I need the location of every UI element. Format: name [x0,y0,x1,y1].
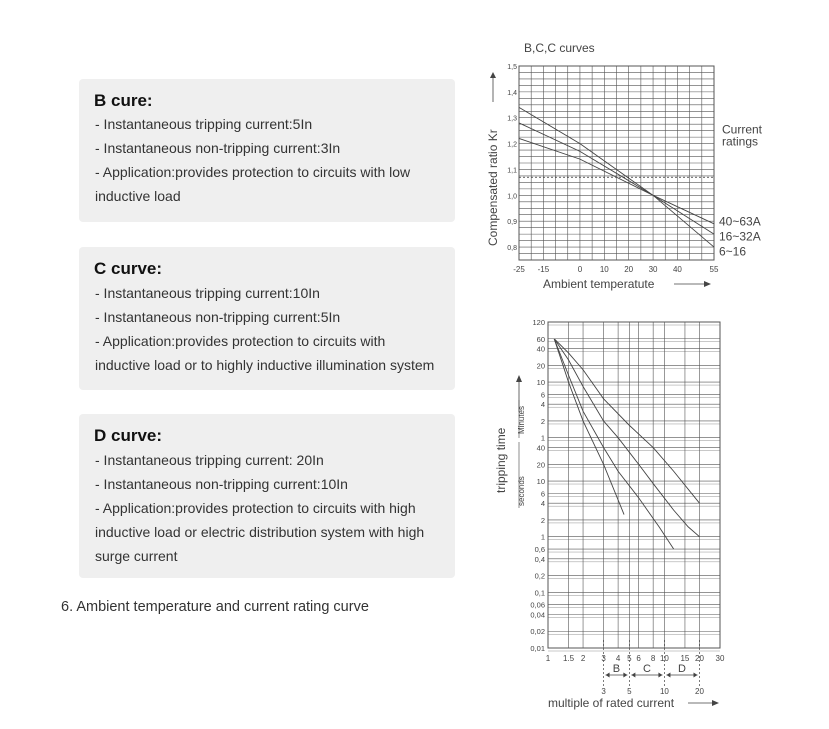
chart2-x-tick: 15 [680,654,690,663]
b-curve-line-3: - Application:provides protection to circuits with low [95,164,411,180]
chart1-x-axis-label: Ambient temperatute [543,277,655,291]
chart1-y-tick: 1,3 [507,115,517,123]
chart2-grid [548,322,720,651]
chart2-zone-label: C [642,663,651,675]
chart2-x-tick: 1.5 [562,654,575,663]
c-curve-line-3: - Application:provides protection to circuits with [95,333,386,349]
chart2-y-tick: 2 [540,515,545,525]
chart2-zone-arrowhead [693,673,697,678]
figure-caption [61,599,369,615]
chart1-y-ticks [507,64,517,252]
chart2-x-tick: 4 [615,654,621,663]
chart2-zone-label: D [677,663,686,675]
chart2-frame [548,322,720,648]
caption-text: Ambient temperature and current rating curve [76,599,369,615]
chart2-x-tick: 1 [545,654,551,663]
chart2-y-tick: 40 [536,443,545,453]
chart2-zone-arrowhead [631,673,635,678]
c-curve-line-4: inductive load or to highly inductive illumination system [95,357,435,373]
chart2-zone-arrowhead [666,673,670,678]
chart1-x-tick: 55 [709,265,719,274]
chart1-y-tick: 1,1 [507,167,517,175]
chart2-y-tick: 10 [536,477,545,487]
d-curve-line-5: surge current [95,548,178,564]
chart1-grid [519,66,714,260]
chart2-zone-arrowhead [623,673,627,678]
chart2-minutes-label: Minutes [517,405,526,434]
chart1-y-tick: 1,2 [507,141,517,149]
b-curve-line-1: - Instantaneous tripping current:5In [95,116,313,132]
chart2-zone-bound-label: 3 [601,687,606,696]
chart1-x-tick: -25 [513,265,525,274]
chart2-y-tick: 60 [536,334,545,344]
b-curve-line-2: - Instantaneous non-tripping current:3In [95,140,341,156]
d-curve-line-3: - Application:provides protection to circuits with high [95,500,416,516]
chart2-zone-bound-label: 5 [627,687,632,696]
chart2-x-tick: 5 [627,654,632,663]
chart1-y-tick: 1,4 [507,89,517,97]
chart2-y-tick: 2 [540,416,545,426]
chart2-y-tick: 0,06 [530,600,545,610]
chart1-x-tick: 40 [672,265,682,274]
chart2-y-tick: 0,04 [530,610,545,620]
chart1-legend [719,123,763,259]
b-curve-card [79,79,455,222]
chart2-y-tick: 0,4 [534,554,545,564]
chart2-zone-label: B [612,663,621,675]
chart1-y-axis-arrowhead [490,72,496,78]
c-curve-title: C curve: [94,259,163,278]
chart2-series-line [554,339,673,549]
d-curve-title: D curve: [94,426,163,445]
chart2-x-axis-label: multiple of rated current [548,696,675,710]
chart2-x-tick: 6 [636,654,641,663]
d-curve-line-1: - Instantaneous tripping current: 20In [95,452,324,468]
chart1-x-ticks [513,265,719,274]
chart2-y-tick: 6 [540,489,545,499]
chart1-series-label: 16~32A [719,229,761,244]
chart2-x-tick: 30 [715,654,725,663]
chart1-x-tick: 10 [599,265,609,274]
chart1-series-label: 6~16 [719,244,747,259]
chart1-y-tick: 1,5 [507,64,517,71]
chart1-series-label: 40~63A [719,214,761,229]
temperature-ratio-chart [480,36,770,296]
chart2-x-tick: 3 [601,654,606,663]
chart1-x-tick: -15 [537,265,550,274]
chart2-zone-arrowhead [658,673,662,678]
b-curve-line-4: inductive load [95,188,181,204]
chart1-legend-title: Current [722,122,763,137]
c-curve-line-2: - Instantaneous non-tripping current:5In [95,309,341,325]
chart1-x-tick: 20 [624,265,634,274]
chart2-series [554,339,699,549]
d-curve-card [79,414,455,578]
chart2-y-axis-arrowhead [516,375,522,382]
d-curve-line-4: inductive load or electric distribution system with high [95,524,425,540]
chart1-legend-title-2: ratings [722,134,759,149]
chart2-y-tick: 40 [536,344,545,354]
c-curve-line-1: - Instantaneous tripping current:10In [95,285,320,301]
chart2-x-axis-arrowhead [712,700,719,706]
chart2-y-tick: 4 [540,499,545,509]
chart2-y-tick: 120 [532,318,545,327]
tripping-time-chart [480,312,740,717]
c-curve-card [79,247,455,390]
chart2-zone-bound-label: 10 [659,687,669,696]
chart2-y-tick: 10 [536,378,545,388]
chart2-x-tick: 20 [695,654,704,663]
chart1-y-axis-label: Compensated ratio Kr [486,129,500,246]
chart1-y-tick: 0,9 [507,219,517,227]
chart2-y-tick: 0,2 [534,571,545,581]
chart2-x-ticks [546,654,725,663]
chart2-seconds-label: seconds [517,476,526,506]
chart2-y-tick: 0,6 [534,545,545,555]
chart2-zone-arrowhead [606,673,610,678]
chart2-y-ticks [530,318,545,653]
chart2-y-tick: 0,01 [530,644,545,653]
chart2-x-tick: 8 [650,654,656,663]
chart1-x-axis-arrowhead [704,281,711,287]
chart1-y-tick: 1,0 [507,193,517,201]
chart2-x-tick: 10 [659,654,669,663]
chart2-y-tick: 0,02 [530,627,545,637]
b-curve-title: B cure: [94,91,153,110]
chart2-x-tick: 2 [580,654,586,663]
chart2-y-tick: 4 [540,400,545,410]
d-curve-line-2: - Instantaneous non-tripping current:10In [95,476,348,492]
chart2-y-tick: 20 [536,460,545,470]
chart2-y-tick: 0,1 [534,588,545,598]
chart2-zone-bound-label: 20 [695,687,704,696]
chart2-y-tick: 20 [536,361,545,371]
chart2-y-tick: 6 [540,390,545,400]
caption-number: 6. [61,599,74,615]
chart1-x-tick: 30 [648,265,658,274]
chart2-y-axis-label: tripping time [494,427,508,493]
chart2-y-tick: 1 [540,433,545,443]
chart1-x-tick: 0 [577,265,583,274]
chart1-y-tick: 0,8 [507,245,517,253]
chart1-title: B,C,C curves [524,41,595,55]
chart2-y-tick: 1 [540,532,545,542]
